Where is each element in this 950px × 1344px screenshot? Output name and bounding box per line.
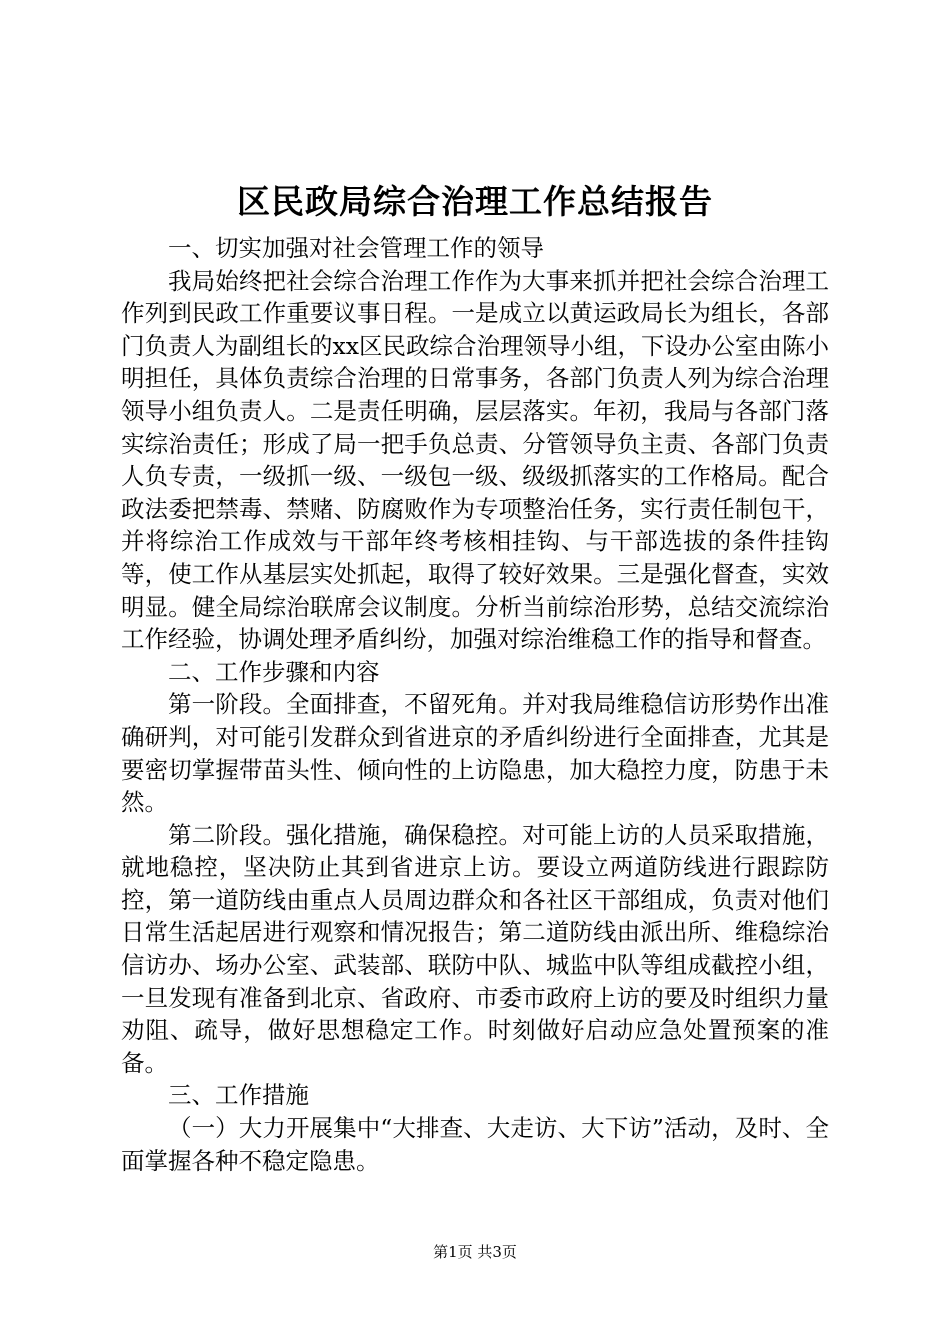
section-heading-1: 一、切实加强对社会管理工作的领导 — [168, 234, 544, 262]
document-title: 区民政局综合治理工作总结报告 — [237, 182, 713, 221]
paragraph-stage-2: 第二阶段。强化措施，确保稳控。对可能上访的人员采取措施，就地稳控，坚决防止其到省进京上访。要设立两道防线进行跟踪防控，第一道防线由重点人员周边群众和各社区干部组成，负责对他们日常生活起居进行观察和情况报告；第二道防线由派出所、维稳综治信访办、场办公室、武装部、联防中队、城监中队等组成截控小组，一旦发现有准备到北京、省政府、市委市政府上访的要及时组织力量劝阻、疏导，做好思想稳定工作。时刻做好启动应急处置预案的准备。 — [121, 820, 829, 1077]
section-heading-2: 二、工作步骤和内容 — [168, 657, 380, 686]
document-body — [121, 232, 829, 1177]
page-footer: 第1页 共3页 — [433, 1243, 517, 1261]
section-heading-3: 三、工作措施 — [168, 1081, 309, 1110]
paragraph-measure-1: （一）大力开展集中“大排查、大走访、大下访”活动，及时、全面掌握各种不稳定隐患。 — [121, 1114, 829, 1175]
paragraph-leadership: 我局始终把社会综合治理工作作为大事来抓并把社会综合治理工作列到民政工作重要议事日程。一是成立以黄运政局长为组长，各部门负责人为副组长的xx区民政综合治理领导小组，下设办公室由陈小明担任，具体负责综合治理的日常事务，各部门负责人列为综合治理领导小组负责人。二是责任明确，层层落实。年初，我局与各部门落实综治责任；形成了局一把手负总责、分管领导负主责、各部门负责人负专责，一级抓一级、一级包一级、级级抓落实的工作格局。配合政法委把禁毒、禁赌、防腐败作为专项整治任务，实行责任制包干，并将综治工作成效与干部年终考核相挂钩、与干部选拔的条件挂钩等，使工作从基层实处抓起，取得了较好效果。三是强化督查，实效明显。健全局综治联席会议制度。分析当前综治形势，总结交流综治工作经验，协调处理矛盾纠纷，加强对综治维稳工作的指导和督查。 — [121, 266, 830, 654]
paragraph-stage-1: 第一阶段。全面排查，不留死角。并对我局维稳信访形势作出准确研判，对可能引发群众到省进京的矛盾纠纷进行全面排查，尤其是要密切掌握带苗头性、倾向性的上访隐患，加大稳控力度，防患于未然。 — [121, 690, 829, 817]
